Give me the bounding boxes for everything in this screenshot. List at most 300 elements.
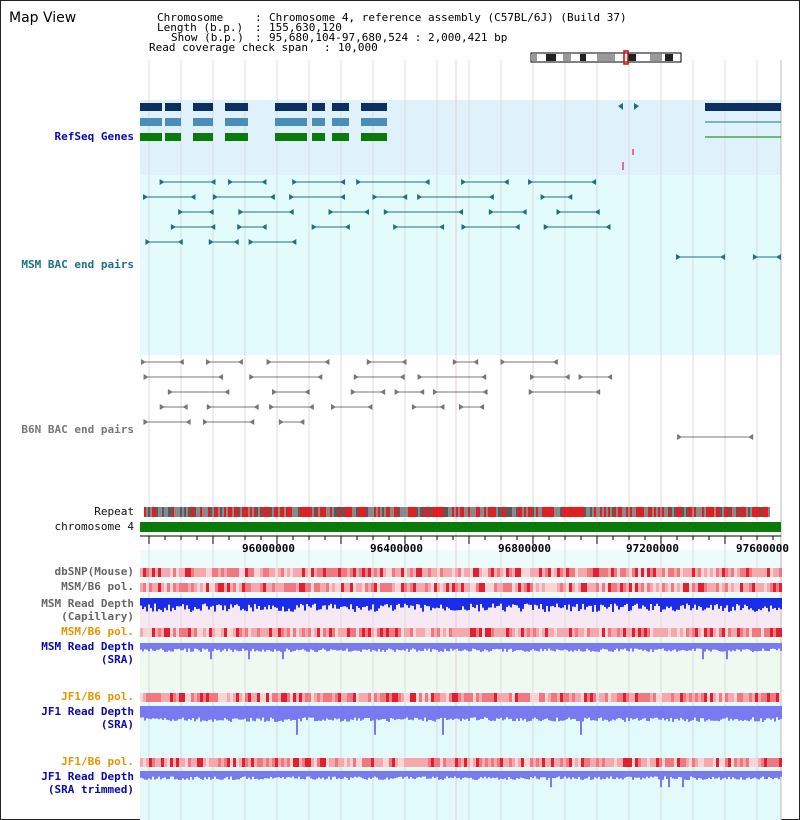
track-label-b6n-bac[interactable]: B6N BAC end pairs [21,423,134,436]
track-label-msm-bac[interactable]: MSM BAC end pairs [21,258,134,271]
depth-bar [656,598,658,604]
heat-cell [689,583,692,592]
heat-cell [662,628,665,637]
depth-bar [630,706,632,718]
depth-bar [286,598,288,611]
heat-cell [173,568,176,577]
depth-bar [316,643,318,652]
heat-cell [773,628,776,637]
heat-cell [266,693,269,702]
repeat-element [204,507,206,517]
depth-bar [754,706,756,721]
heat-cell [455,758,458,767]
heat-cell [593,758,596,767]
repeat-element [540,507,542,517]
heat-cell [734,628,737,637]
repeat-element [406,507,408,517]
heat-cell [401,568,404,577]
heat-cell [560,693,563,702]
depth-bar [628,598,630,611]
track-label-msm-b6-pol-2[interactable]: MSM/B6 pol. [61,625,134,638]
heat-cell [767,628,770,637]
depth-bar [636,643,638,649]
depth-bar [690,706,692,721]
heat-cell [401,583,404,592]
heat-cell [731,758,734,767]
depth-bar [298,771,300,777]
heat-cell [350,568,353,577]
repeat-element [294,507,296,517]
depth-bar [570,598,572,611]
depth-bar [618,771,620,779]
show-key: Show (b.p.) [171,31,244,44]
heat-cell [290,583,293,592]
heat-cell [716,758,719,767]
heat-cell [284,693,287,702]
repeat-element [262,507,264,517]
depth-bar [262,771,264,779]
depth-bar [408,771,410,779]
depth-bar [308,598,310,606]
depth-bar [260,771,262,779]
repeat-element [210,507,212,517]
depth-bar [420,771,422,778]
heat-cell [410,583,413,592]
heat-cell [563,583,566,592]
depth-bar [254,706,256,721]
depth-bar [392,643,394,650]
depth-bar [730,771,732,779]
heat-cell [218,583,221,592]
heat-cell [311,693,314,702]
repeat-element [612,507,614,517]
heat-cell [299,628,302,637]
heat-cell [728,693,731,702]
heat-cell [599,758,602,767]
track-label-jf1-depth-sra[interactable]: JF1 Read Depth [41,705,134,718]
depth-bar [164,598,166,608]
repeat-element [662,507,664,517]
repeat-element [244,507,246,517]
depth-bar [324,706,326,721]
heat-cell [653,568,656,577]
depth-bar [278,598,280,611]
heat-cell [581,758,584,767]
heat-cell [281,583,284,592]
bac-end-marker [305,389,310,395]
heat-cell [455,693,458,702]
repeat-element [382,507,384,517]
depth-bar [654,643,656,650]
heat-cell [362,568,365,577]
depth-bar [670,771,672,777]
depth-bar [460,598,462,610]
depth-bar [300,598,302,604]
depth-bar [310,706,312,718]
repeat-element [628,507,630,517]
heat-cell [563,628,566,637]
repeat-element [464,507,466,517]
track-label-msm-depth-capillary[interactable]: MSM Read Depth [41,597,134,610]
depth-bar [520,706,522,718]
depth-bar [172,706,174,719]
heat-cell [749,568,752,577]
heat-cell [611,693,614,702]
heat-cell [539,693,542,702]
depth-bar [610,706,612,721]
heat-cell [446,758,449,767]
heat-cell [596,583,599,592]
repeat-element [326,507,328,517]
depth-bar [508,598,510,606]
depth-bar [640,643,642,649]
depth-bar [578,643,580,649]
heat-cell [497,568,500,577]
heat-cell [275,758,278,767]
heat-cell [413,693,416,702]
heat-cell [491,568,494,577]
depth-bar [266,598,268,609]
heat-cell [323,568,326,577]
depth-bar [510,706,512,719]
repeat-element [746,507,748,517]
heat-cell [614,758,617,767]
depth-bar [538,706,540,721]
repeat-element [388,507,390,517]
depth-bar [716,643,718,650]
heat-cell [272,568,275,577]
track-label-jf1-b6-pol-2[interactable]: JF1/B6 pol. [61,755,134,768]
depth-bar [680,771,682,777]
heat-cell [485,583,488,592]
depth-bar [744,706,746,720]
depth-bar [638,706,640,721]
depth-bar [370,643,372,652]
depth-bar [182,643,184,650]
heat-cell [164,758,167,767]
repeat-element [504,507,506,517]
depth-bar [156,706,158,719]
heat-cell [413,583,416,592]
depth-bar [274,706,276,722]
depth-bar [440,643,442,651]
heat-cell [302,693,305,702]
depth-bar [494,771,496,778]
refseq-small-mark [632,149,634,155]
repeat-element [352,507,354,517]
depth-bar [202,643,204,649]
heat-cell [443,693,446,702]
depth-bar [160,643,162,648]
depth-bar [550,598,552,606]
depth-bar [148,771,150,778]
heat-cell [536,758,539,767]
depth-bar [564,771,566,777]
repeat-element [642,507,644,517]
depth-bar [570,706,572,720]
depth-bar [574,598,576,607]
depth-bar [230,643,232,650]
repeat-element [462,507,464,517]
depth-bar [716,771,718,778]
depth-bar [252,706,254,721]
heat-cell [638,583,641,592]
depth-bar [364,643,366,649]
bac-end-marker [354,374,359,380]
depth-bar [552,771,554,778]
depth-bar [750,598,752,608]
heat-cell [671,758,674,767]
repeat-element [350,507,352,517]
heat-cell [635,583,638,592]
depth-bar [266,706,268,721]
depth-bar [538,771,540,779]
depth-bar [586,643,588,649]
depth-bar [154,771,156,780]
heat-cell [197,568,200,577]
repeat-element [538,507,540,517]
track-label-jf1-depth-sra-sub: (SRA) [100,718,134,731]
heat-cell [446,693,449,702]
depth-bar [352,771,354,778]
heat-cell [398,568,401,577]
depth-bar [336,706,338,719]
depth-bar [698,706,700,722]
chromosome-ideogram[interactable] [531,51,681,64]
heat-cell [161,758,164,767]
depth-bar [160,771,162,779]
heat-cell [779,568,782,577]
heat-cell [593,693,596,702]
depth-bar [386,771,388,778]
heat-cell [161,693,164,702]
depth-bar [426,706,428,722]
heat-cell [437,628,440,637]
depth-bar [716,598,718,604]
depth-bar [520,598,522,612]
depth-bar [294,706,296,720]
heat-cell [620,628,623,637]
heat-cell [608,693,611,702]
depth-bar [532,706,534,719]
heat-cell [611,568,614,577]
heat-cell [242,568,245,577]
heat-cell [278,583,281,592]
depth-bar [354,643,356,650]
track-label-jf1-b6-pol-1[interactable]: JF1/B6 pol. [61,690,134,703]
heat-cell [395,583,398,592]
depth-bar [256,706,258,718]
heat-cell [710,583,713,592]
bac-end-marker [418,374,423,380]
heat-cell [158,628,161,637]
heat-cell [383,583,386,592]
depth-bar [596,598,598,612]
refseq-gene [361,103,387,111]
repeat-element [392,507,394,517]
heat-cell [194,693,197,702]
depth-bar [396,643,398,649]
depth-bar [452,771,454,778]
bac-end-marker [279,419,284,425]
depth-bar [546,598,548,606]
depth-bar [626,771,628,777]
repeat-element [430,507,432,517]
depth-bar [244,706,246,719]
depth-bar [430,643,432,652]
heat-cell [323,693,326,702]
heat-cell [203,568,206,577]
depth-bar [616,598,618,606]
heat-cell [257,628,260,637]
depth-bar [536,706,538,719]
repeat-element [362,507,364,517]
repeat-element [170,507,172,517]
repeat-track [144,507,770,517]
heat-cell [251,583,254,592]
heat-cell [629,758,632,767]
depth-bar [150,706,152,719]
depth-bar [186,598,188,605]
depth-bar [772,643,774,649]
depth-bar [408,706,410,720]
depth-bar [718,771,720,777]
track-label-msm-depth-sra[interactable]: MSM Read Depth [41,640,134,653]
depth-bar [178,771,180,780]
heat-cell [191,568,194,577]
heat-cell [461,583,464,592]
track-label-refseq[interactable]: RefSeq Genes [54,130,134,143]
depth-bar [660,706,662,720]
repeat-element [618,507,620,517]
heat-cell [662,583,665,592]
depth-bar [642,598,644,605]
heat-cell [659,568,662,577]
depth-bar [222,598,224,610]
heat-cell [683,693,686,702]
heat-cell [230,568,233,577]
heat-cell [758,693,761,702]
depth-bar [182,706,184,718]
heat-cell [665,693,668,702]
repeat-element [458,507,460,517]
depth-bar [734,643,736,651]
depth-bar [420,706,422,719]
bac-end-marker [254,404,259,410]
depth-bar [272,598,274,606]
heat-cell [692,758,695,767]
depth-bar [554,706,556,722]
depth-bar [540,771,542,777]
repeat-element [418,507,420,517]
depth-bar [350,771,352,777]
heat-cell [710,693,713,702]
heat-cell [584,693,587,702]
repeat-element [366,507,368,517]
depth-bar [508,771,510,777]
heat-cell [527,583,530,592]
depth-bar [210,598,212,607]
heat-cell [545,568,548,577]
depth-bar [396,598,398,605]
repeat-element [356,507,358,517]
heat-cell [287,583,290,592]
heat-cell [434,693,437,702]
depth-bar [286,771,288,777]
depth-bar [212,706,214,722]
heat-cell [572,568,575,577]
heat-cell [497,583,500,592]
heat-cell [701,568,704,577]
depth-bar [338,771,340,778]
depth-bar [328,706,330,720]
heat-cell [323,628,326,637]
depth-bar [334,771,336,777]
depth-bar [200,643,202,652]
heat-cell [236,568,239,577]
heat-cell [350,628,353,637]
depth-bar [558,643,560,650]
heat-cell [242,693,245,702]
depth-bar [592,643,594,651]
repeat-element [550,507,552,517]
heat-cell [293,693,296,702]
heat-cell [578,583,581,592]
heat-cell [689,758,692,767]
depth-bar [398,771,400,777]
depth-bar [622,643,624,649]
track-label-jf1-depth-trimmed[interactable]: JF1 Read Depth [41,770,134,783]
depth-bar [446,643,448,651]
depth-bar [262,643,264,650]
depth-bar [466,598,468,611]
heat-cell [515,693,518,702]
depth-bar [756,643,758,651]
depth-bar [780,706,782,719]
repeat-element [330,507,332,517]
heat-cell [452,568,455,577]
repeat-element [602,507,604,517]
heat-cell [500,628,503,637]
depth-bar [628,771,630,777]
depth-bar [322,706,324,720]
heat-cell [422,583,425,592]
depth-bar [648,643,650,652]
track-label-dbsnp[interactable]: dbSNP(Mouse) [54,565,134,578]
depth-bar [156,598,158,611]
depth-bar [604,706,606,720]
depth-bar [650,643,652,649]
depth-bar [744,643,746,649]
heat-cell [272,693,275,702]
heat-cell [236,693,239,702]
depth-bar [176,598,178,606]
heat-cell [191,758,194,767]
depth-bar [560,706,562,721]
depth-bar [344,598,346,606]
length-value: 155,630,120 [269,21,342,34]
bac-end-marker [160,404,165,410]
heat-cell [587,693,590,702]
repeat-element [454,507,456,517]
depth-bar [632,706,634,719]
depth-bar [316,598,318,610]
track-label-msm-b6-pol-1[interactable]: MSM/B6 pol. [61,580,134,593]
depth-bar [234,706,236,718]
depth-bar [556,598,558,604]
heat-cell [314,628,317,637]
depth-bar [144,643,146,649]
